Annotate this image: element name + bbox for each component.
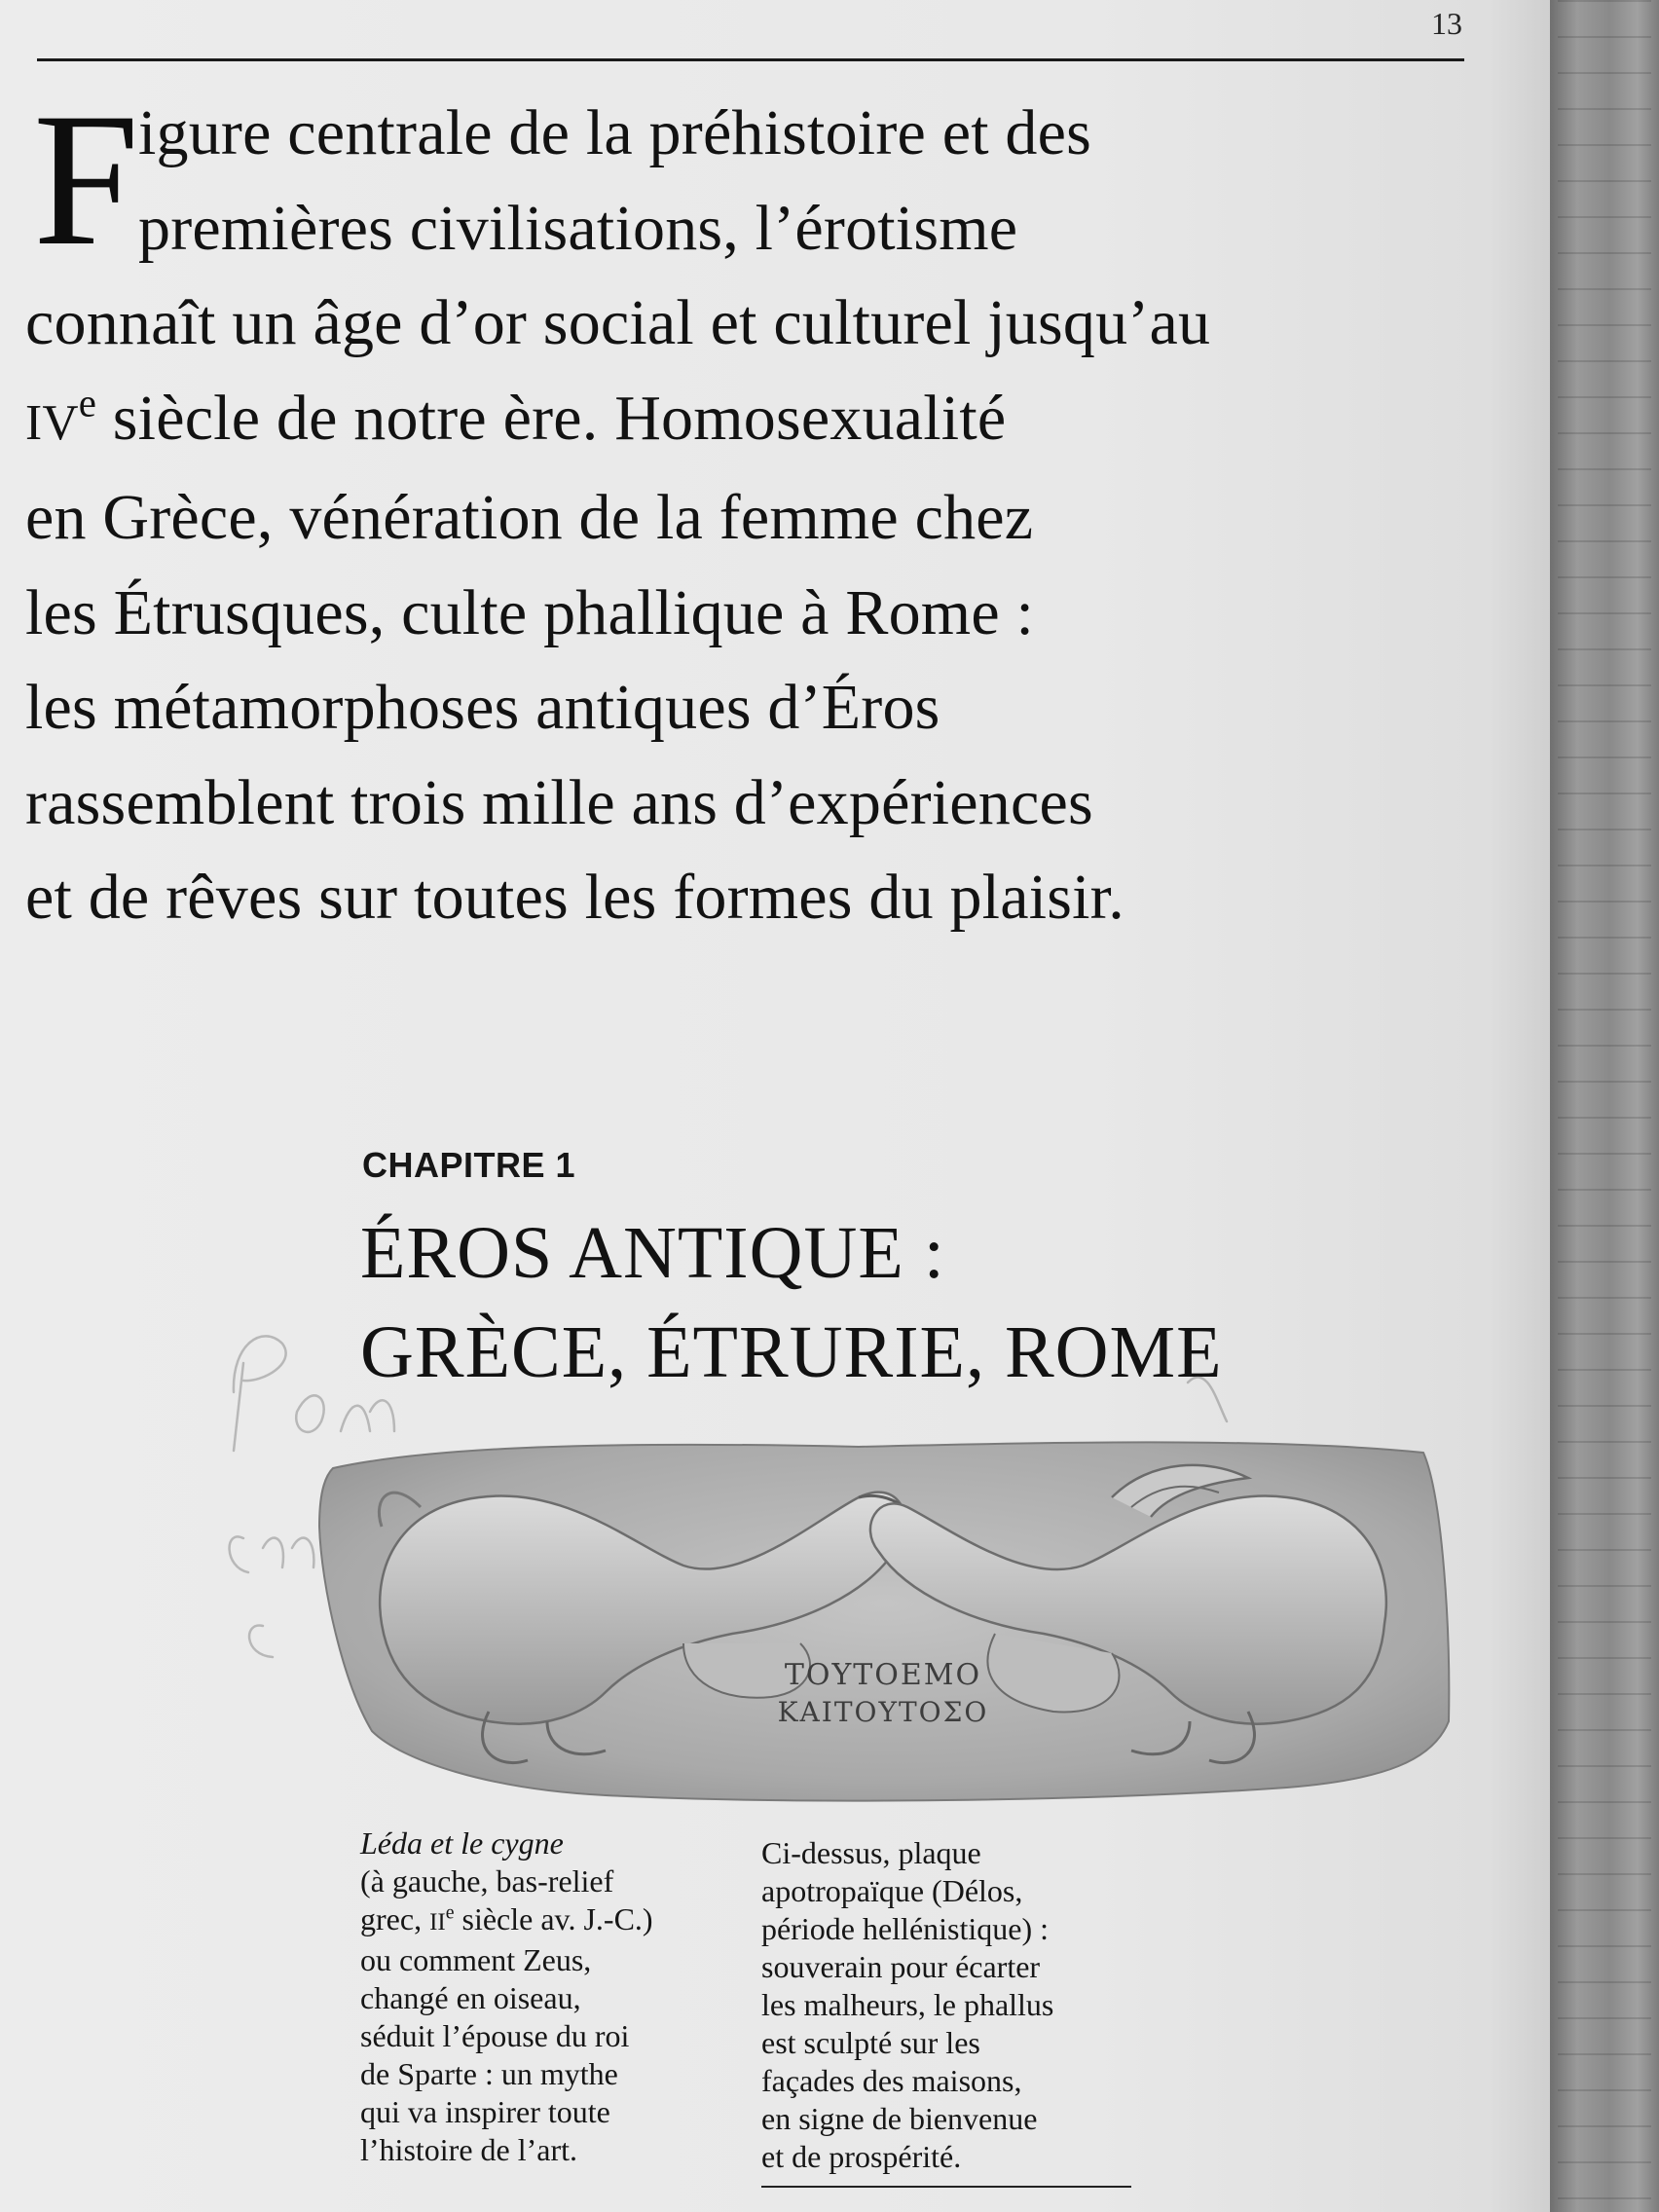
stone-relief-image — [313, 1439, 1455, 1809]
caption-left-line-2 — [360, 1900, 730, 1941]
caption-left-line-5: séduit l’épouse du roi — [360, 2018, 630, 2053]
chapter-title-line-2: GRÈCE, ÉTRURIE, ROME — [360, 1311, 1223, 1393]
caption-left-line-2-tail: siècle av. J.-C.) — [454, 1901, 653, 1936]
caption-left-line-1: (à gauche, bas-relief — [360, 1863, 614, 1899]
intro-line-4 — [25, 371, 1505, 471]
caption-left-line-6: de Sparte : un mythe — [360, 2056, 618, 2091]
intro-line-9: et de rêves sur toutes les formes du plaisir. — [25, 862, 1124, 933]
caption-left-title: Léda et le cygne — [360, 1825, 564, 1861]
caption-right-line-1: Ci-dessus, plaque — [761, 1835, 981, 1870]
caption-right-line-2: apotropaïque (Délos, — [761, 1873, 1023, 1908]
caption-left — [360, 1825, 730, 2169]
caption-right-line-5: les malheurs, le phallus — [761, 1987, 1054, 2022]
caption-left-line-3: ou comment Zeus, — [360, 1942, 592, 1977]
intro-line-5: en Grèce, vénération de la femme chez — [25, 482, 1034, 553]
caption-left-line-2-start: grec, — [360, 1901, 430, 1936]
inscription-line-1: ΤΟΥΤΟΕΜΟ — [784, 1658, 982, 1692]
caption-right-line-7: façades des maisons, — [761, 2063, 1022, 2098]
century-suffix: e — [78, 380, 97, 424]
intro-line-4-text: siècle de notre ère. Homosexualité — [96, 382, 1007, 454]
caption-century-numeral: II — [429, 1909, 446, 1936]
intro-line-2: premières civilisations, l’érotisme — [138, 192, 1018, 264]
caption-right-line-4: souverain pour écarter — [761, 1949, 1041, 1984]
caption-century-suffix: e — [445, 1901, 455, 1924]
intro-paragraph — [25, 74, 1505, 945]
caption-left-line-4: changé en oiseau, — [360, 1980, 581, 2015]
caption-right-line-9: et de prospérité. — [761, 2139, 962, 2174]
chapter-title-line-1: ÉROS ANTIQUE : — [360, 1212, 945, 1294]
inscription-line-2: ΚΑΙΤΟΥΤΟΣΟ — [777, 1696, 989, 1728]
caption-left-line-7: qui va inspirer toute — [360, 2094, 610, 2129]
caption-right-line-6: est sculpté sur les — [761, 2025, 980, 2060]
caption-right — [761, 1834, 1151, 2176]
caption-right-line-8: en signe de bienvenue — [761, 2101, 1038, 2136]
intro-line-6: les Étrusques, culte phallique à Rome : — [25, 576, 1035, 648]
intro-line-7: les métamorphoses antiques d’Éros — [25, 672, 940, 743]
page-number: 13 — [1431, 6, 1462, 41]
caption-rule — [761, 2186, 1131, 2188]
chapter-label: CHAPITRE 1 — [362, 1145, 576, 1185]
century-numeral: IV — [25, 394, 79, 451]
intro-line-3: connaît un âge d’or social et culturel jusqu’au — [25, 287, 1211, 358]
drop-cap: F — [33, 74, 140, 285]
caption-left-line-8: l’histoire de l’art. — [360, 2132, 578, 2167]
intro-line-8: rassemblent trois mille ans d’expériences — [25, 766, 1093, 838]
spine-texture — [1558, 0, 1651, 2212]
header-rule — [37, 58, 1464, 61]
caption-right-line-3: période hellénistique) : — [761, 1911, 1050, 1946]
intro-line-1: igure centrale de la préhistoire et des — [138, 97, 1092, 168]
